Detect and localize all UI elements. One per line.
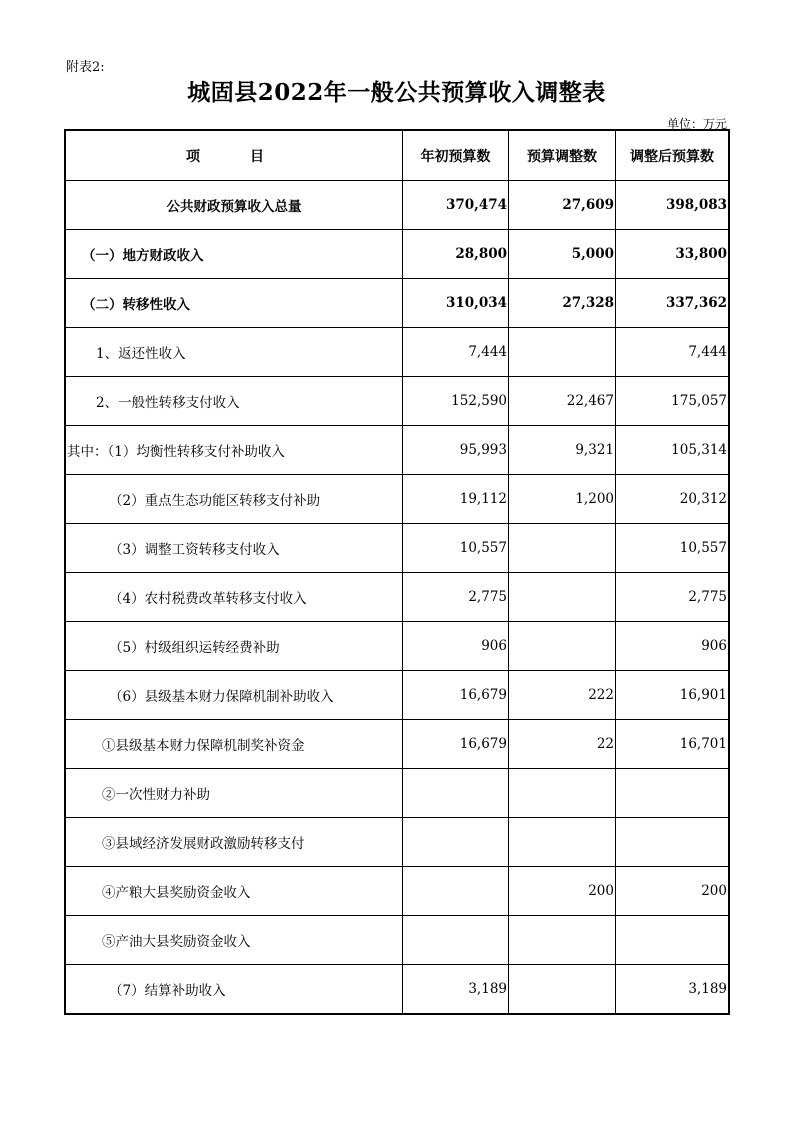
row-name: ⑤产油大县奖励资金收入 (66, 916, 403, 965)
row-adjust (509, 965, 616, 1014)
table-row (66, 622, 729, 671)
row-adjust: 5,000 (509, 230, 616, 279)
row-adjust (509, 328, 616, 377)
row-adjusted: 20,312 (616, 475, 729, 524)
header-item: 项 目 (66, 131, 403, 181)
row-adjusted: 16,901 (616, 671, 729, 720)
row-initial (403, 818, 509, 867)
row-adjusted: 3,189 (616, 965, 729, 1014)
table-row (66, 524, 729, 573)
row-initial: 310,034 (403, 279, 509, 328)
row-name: （二）转移性收入 (66, 279, 403, 328)
row-name: （3）调整工资转移支付收入 (66, 524, 403, 573)
row-name: 公共财政预算收入总量 (66, 181, 403, 230)
table-row (66, 426, 729, 475)
row-adjust: 22,467 (509, 377, 616, 426)
row-name: 其中：（1）均衡性转移支付补助收入 (66, 426, 403, 475)
page-title: 城固县2022年一般公共预算收入调整表 (187, 79, 606, 106)
row-adjusted (616, 916, 729, 965)
row-name: （7）结算补助收入 (66, 965, 403, 1014)
table-row (66, 867, 729, 916)
row-adjusted (616, 769, 729, 818)
row-adjusted: 906 (616, 622, 729, 671)
row-name: （4）农村税费改革转移支付收入 (66, 573, 403, 622)
row-adjust: 200 (509, 867, 616, 916)
row-adjusted: 10,557 (616, 524, 729, 573)
row-adjusted: 33,800 (616, 230, 729, 279)
row-initial: 95,993 (403, 426, 509, 475)
row-initial: 152,590 (403, 377, 509, 426)
table-row (66, 230, 729, 279)
row-initial: 7,444 (403, 328, 509, 377)
table-row (66, 475, 729, 524)
row-adjusted: 16,701 (616, 720, 729, 769)
row-initial: 370,474 (403, 181, 509, 230)
row-adjusted: 7,444 (616, 328, 729, 377)
row-adjust: 22 (509, 720, 616, 769)
table-row (66, 573, 729, 622)
row-name: 2、一般性转移支付收入 (66, 377, 403, 426)
row-initial (403, 916, 509, 965)
row-initial: 16,679 (403, 720, 509, 769)
table-row (66, 965, 729, 1014)
row-initial: 906 (403, 622, 509, 671)
row-adjusted: 200 (616, 867, 729, 916)
row-initial: 28,800 (403, 230, 509, 279)
table-row (66, 377, 729, 426)
table-row (66, 181, 729, 230)
row-adjust (509, 622, 616, 671)
row-name: （5）村级组织运转经费补助 (66, 622, 403, 671)
row-initial: 3,189 (403, 965, 509, 1014)
row-adjusted: 2,775 (616, 573, 729, 622)
row-name: ①县级基本财力保障机制奖补资金 (66, 720, 403, 769)
row-adjust: 1,200 (509, 475, 616, 524)
row-adjust: 27,328 (509, 279, 616, 328)
row-name: 1、返还性收入 (66, 328, 403, 377)
table-row (66, 916, 729, 965)
table-row (66, 328, 729, 377)
row-name: （6）县级基本财力保障机制补助收入 (66, 671, 403, 720)
row-initial: 2,775 (403, 573, 509, 622)
row-adjusted: 398,083 (616, 181, 729, 230)
row-adjust: 27,609 (509, 181, 616, 230)
header-initial-budget: 年初预算数 (403, 131, 509, 181)
row-initial: 16,679 (403, 671, 509, 720)
attachment-label: 附表2: (66, 60, 105, 75)
table-header-row (66, 131, 729, 181)
row-name: ②一次性财力补助 (66, 769, 403, 818)
row-adjust: 9,321 (509, 426, 616, 475)
row-adjust (509, 769, 616, 818)
budget-table (65, 130, 729, 1014)
table-row (66, 279, 729, 328)
row-adjust (509, 818, 616, 867)
row-initial (403, 867, 509, 916)
row-adjust: 222 (509, 671, 616, 720)
table-row (66, 769, 729, 818)
row-adjusted: 337,362 (616, 279, 729, 328)
row-adjusted: 175,057 (616, 377, 729, 426)
row-name: ④产粮大县奖励资金收入 (66, 867, 403, 916)
unit-label: 单位：万元 (666, 117, 727, 131)
table-row (66, 818, 729, 867)
row-initial (403, 769, 509, 818)
row-adjusted (616, 818, 729, 867)
row-initial: 19,112 (403, 475, 509, 524)
row-adjust (509, 524, 616, 573)
header-budget-adjustment: 预算调整数 (509, 131, 616, 181)
row-adjusted: 105,314 (616, 426, 729, 475)
row-name: （2）重点生态功能区转移支付补助 (66, 475, 403, 524)
row-name: ③县域经济发展财政激励转移支付 (66, 818, 403, 867)
table-row (66, 720, 729, 769)
table-row (66, 671, 729, 720)
row-adjust (509, 573, 616, 622)
row-name: （一）地方财政收入 (66, 230, 403, 279)
row-adjust (509, 916, 616, 965)
header-adjusted-budget: 调整后预算数 (616, 131, 729, 181)
row-initial: 10,557 (403, 524, 509, 573)
